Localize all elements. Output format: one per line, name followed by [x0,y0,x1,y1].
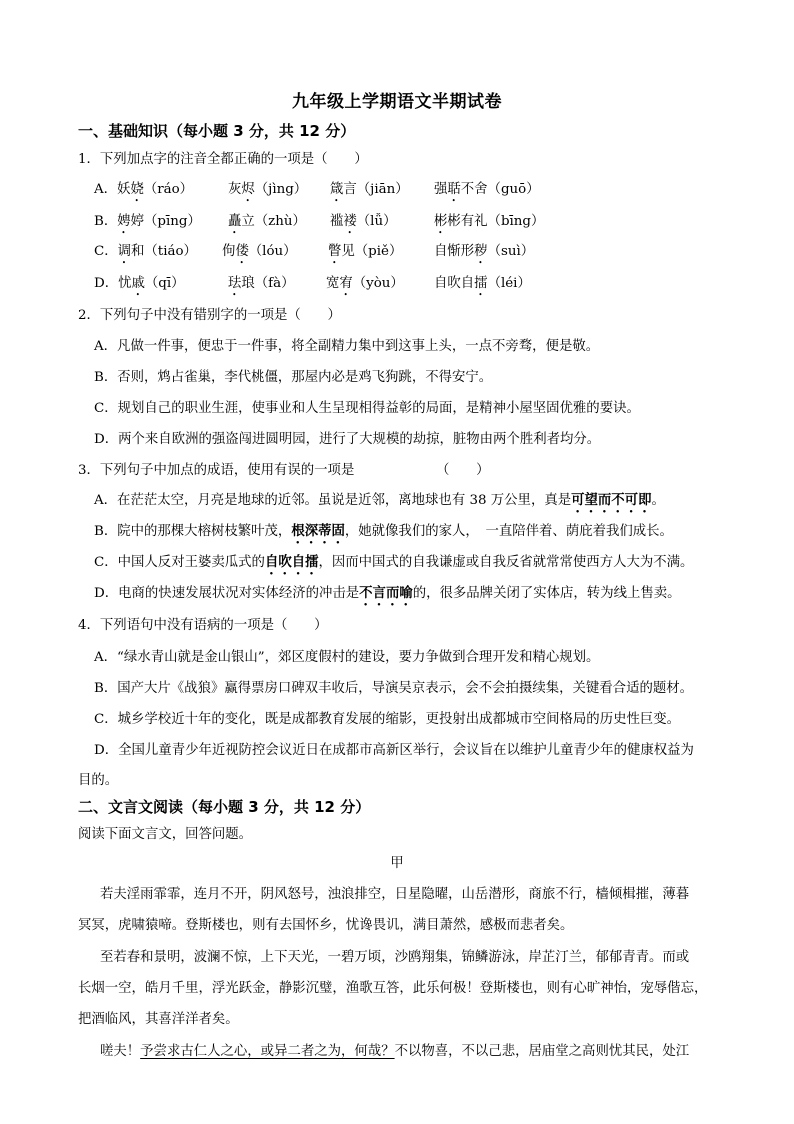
q1-option-a-item-2: 灰烬（jìng） [228,182,308,197]
q4-option-d-line-2: 目的。 [78,773,119,788]
q1-option-a-item-3: 箴言（jiān） [330,182,409,197]
question-2-stem: 2．下列句子中没有错别字的一项是（ ） [78,308,341,323]
passage-p3-line-1: 嗟夫！予尝求古仁人之心，或异二者之为，何哉？不以物喜，不以己悲，居庙堂之高则忧其民，处江 [100,1044,690,1059]
q1-option-c-item-4: 自惭形秽（suì） [434,244,535,259]
question-3-answer-paren: （ ） [436,463,490,478]
q3-a-idiom: 可望而不可即 [571,493,652,508]
q2-option-b: B．否则，鸩占雀巢，李代桃僵，那屋内必是鸡飞狗跳，不得安宁。 [94,370,493,385]
q2-option-d: D．两个来自欧洲的强盗闯进圆明园，进行了大规模的劫掠，脏物由两个胜利者均分。 [94,432,601,447]
passage-p2-line-1: 至若春和景明，波澜不惊，上下天光，一碧万顷，沙鸥翔集，锦鳞游泳，岸芷汀兰，郁郁青青。而或 [100,950,690,965]
section-heading-basic: 一、基础知识（每小题 3 分，共 12 分） [78,122,356,140]
passage-p1-line-1: 若夫淫雨霏霏，连月不开，阴风怒号，浊浪排空，日星隐曜，山岳潜形，商旅不行，樯倾楫摧，薄暮 [100,887,690,902]
q3-d-idiom: 不言而喻 [359,586,413,601]
q1-option-d-item-1: D．忧戚（qī） [94,276,185,291]
q1-option-c-item-2: 佝偻（lóu） [222,244,297,259]
q1-option-b-item-4: 彬彬有礼（bīng） [434,214,545,229]
underlined-sentence: 予尝求古仁人之心，或异二者之为，何哉？ [140,1044,395,1059]
page-title: 九年级上学期语文半期试卷 [292,92,502,112]
question-4-stem: 4．下列语句中没有语病的一项是（ ） [78,618,328,633]
q1-option-b-item-1: B．娉婷（pīng） [94,214,201,229]
q1-option-c-item-3: 瞥见（piě） [328,244,403,259]
section-heading-classical: 二、文言文阅读（每小题 3 分，共 12 分） [78,798,371,816]
q1-option-a-item-1: A．妖娆（ráo） [94,182,194,197]
q1-option-d-item-2: 珐琅（fà） [228,276,295,291]
passage-label: 甲 [390,856,404,871]
question-3-stem: 3．下列句子中加点的成语，使用有误的一项是 [78,463,355,478]
reading-instruction: 阅读下面文言文，回答问题。 [78,827,253,842]
q2-option-c: C．规划自己的职业生涯，使事业和人生呈现相得益彰的局面，是精神小屋坚固优雅的要诀。 [94,401,640,416]
q1-option-d-item-3: 宽宥（yòu） [326,276,404,291]
q3-c-idiom: 自吹自擂 [264,555,319,570]
q3-option-a: A．在茫茫太空，月亮是地球的近邻。虽说是近邻，离地球也有 38 万公里，真是可望而不可即。 [94,493,665,508]
q4-option-d-line-1: D．全国儿童青少年近视防控会议近日在成都市高新区举行，会议旨在以维护儿童青少年的健康权益为 [94,743,694,758]
q4-option-b: B．国产大片《战狼》赢得票房口碑双丰收后，导演吴京表示，会不会拍摄续集，关键看合适的题材。 [94,681,694,696]
passage-p2-line-2: 长烟一空，皓月千里，浮光跃金，静影沉璧，渔歌互答，此乐何极！登斯楼也，则有心旷神怡，宠辱偕忘， [78,981,708,996]
q1-option-a-item-4: 强聒不舍（guō） [434,182,540,197]
q1-option-b-item-3: 褴褛（lǚ） [330,214,397,229]
passage-p1-line-2: 冥冥，虎啸猿啼。登斯楼也，则有去国怀乡，忧谗畏讥，满目萧然，感极而悲者矣。 [78,918,574,933]
q1-option-d-item-4: 自吹自擂（léi） [434,276,531,291]
q2-option-a: A．凡做一件事，便忠于一件事，将全副精力集中到这事上头，一点不旁骛，便是敬。 [94,339,600,354]
question-1-stem: 1．下列加点字的注音全都正确的一项是（ ） [78,152,368,167]
q1-option-b-item-2: 矗立（zhù） [228,214,306,229]
q3-option-b: B．院中的那棵大榕树枝繁叶茂，根深蒂固，她就像我们的家人， 一直陪伴着、荫庇着我们成长。 [94,524,673,539]
q3-option-c: C．中国人反对王婆卖瓜式的自吹自擂，因而中国式的自我谦虚或自我反省就常常使西方人大为不满。 [94,555,694,570]
q4-option-a: A．“绿水青山就是金山银山”，郊区度假村的建设，要力争做到合理开发和精心规划。 [94,650,600,665]
q4-option-c: C．城乡学校近十年的变化，既是成都教育发展的缩影，更投射出成都城市空间格局的历史性巨变。 [94,712,681,727]
q1-option-c-item-1: C．调和（tiáo） [94,244,197,259]
q3-option-d: D．电商的快速发展状况对实体经济的冲击是不言而喻的，很多品牌关闭了实体店，转为线上售卖。 [94,586,681,601]
passage-p2-line-3: 把酒临风，其喜洋洋者矣。 [78,1012,239,1027]
q3-b-idiom: 根深蒂固 [291,524,345,539]
